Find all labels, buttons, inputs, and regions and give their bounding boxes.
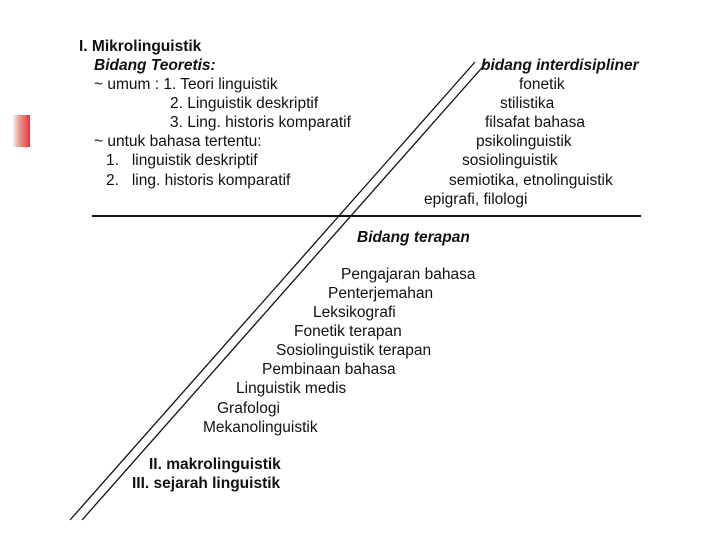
interdisipliner-item: stilistika [500, 95, 555, 112]
umum-item-3: 3. Ling. historis komparatif [170, 114, 351, 131]
interdisipliner-item: psikolinguistik [476, 133, 572, 150]
terapan-item: Leksikografi [313, 304, 396, 321]
terapan-heading: Bidang terapan [357, 229, 470, 246]
interdisipliner-item: sosiolinguistik [462, 152, 558, 169]
interdisipliner-heading: bidang interdisipliner [481, 57, 639, 74]
interdisipliner-item: filsafat bahasa [485, 114, 585, 131]
terapan-item: Penterjemahan [328, 285, 434, 302]
tertentu-item-2: 2. ling. historis komparatif [106, 172, 291, 189]
terapan-item: Pembinaan bahasa [262, 361, 396, 378]
terapan-item: Mekanolinguistik [203, 419, 318, 436]
tertentu-item-1: 1. linguistik deskriptif [106, 152, 258, 169]
micro-heading: I. Mikrolinguistik [79, 38, 202, 55]
makro-heading: II. makrolinguistik [149, 456, 281, 473]
section-divider [92, 215, 641, 217]
terapan-item: Pengajaran bahasa [341, 266, 476, 283]
interdisipliner-item: semiotika, etnolinguistik [449, 172, 613, 189]
teoretis-label: Bidang Teoretis: [94, 57, 216, 74]
tertentu-label: ~ untuk bahasa tertentu: [94, 133, 262, 150]
terapan-item: Sosiolinguistik terapan [276, 342, 432, 359]
umum-item-1: ~ umum : 1. Teori linguistik [94, 76, 278, 93]
interdisipliner-item: fonetik [519, 76, 565, 93]
sejarah-heading: III. sejarah linguistik [132, 475, 281, 492]
terapan-item: Fonetik terapan [294, 323, 402, 340]
terapan-item: Linguistik medis [236, 380, 347, 397]
terapan-item: Grafologi [217, 400, 280, 417]
umum-item-2: 2. Linguistik deskriptif [170, 95, 319, 112]
interdisipliner-item: epigrafi, filologi [424, 191, 528, 208]
